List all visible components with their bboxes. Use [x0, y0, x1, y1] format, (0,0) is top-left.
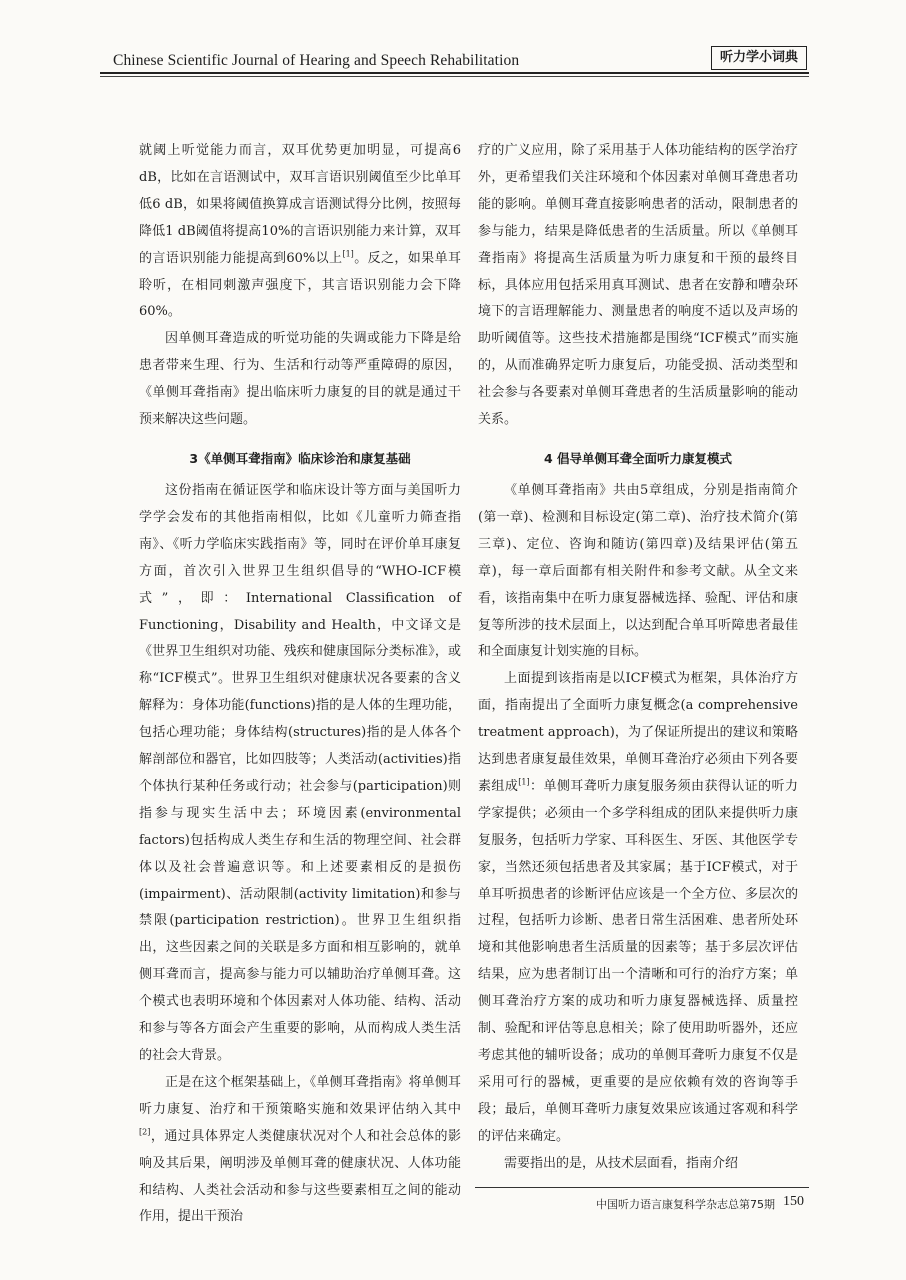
paragraph: 这份指南在循证医学和临床设计等方面与美国听力学学会发布的其他指南相似，比如《儿童听力筛查指南》、《听力学临床实践指南》等，同时在评价单耳康复方面，首次引入世界卫生组织倡导的“WHO-ICF模式”，即：International Classification of Functioning，Disability and Health，中文译文是《世界卫生组织对功能、残疾和健康国际分类标准》，或称“ICF模式”。世界卫生组织对健康状况各要素的含义解释为：身体功能(functions)指的是人体的生理功能，包括心理功能；身体结构(structures)指的是人体各个解剖部位和器官，比如四肢等；人类活动(activities)指个体执行某种任务或行动；社会参与(participation)则指参与现实生活中去；环境因素(environmental factors)包括构成人类生存和生活的物理空间、社会群体以及社会普遍意识等。和上述要素相反的是损伤(impairment)、活动限制(activity limitation)和参与禁限(participation restriction)。世界卫生组织指出，这些因素之间的关联是多方面和相互影响的，就单侧耳聋而言，提高参与能力可以辅助治疗单侧耳聋。这个模式也表明环境和个体因素对人体功能、结构、活动和参与等各方面会产生重要的影响，从而构成人类生活的社会大背景。	[139, 482, 461, 1063]
footer-rule	[475, 1187, 809, 1188]
paragraph-text: 。反之，如果单耳聆听，在相同刺激声强度下，其言语识别能力会下降60%。	[139, 250, 461, 320]
left-column	[139, 138, 461, 1231]
paragraph: 需要指出的是，从技术层面看，指南介绍	[504, 1155, 739, 1171]
page-header	[0, 0, 906, 80]
section-label-box: 听力学小词典	[711, 46, 807, 70]
section-heading-3: 3《单侧耳聋指南》临床诊治和康复基础	[189, 450, 411, 466]
paragraph: 《单侧耳聋指南》共由5章组成，分别是指南简介(第一章)、检测和目标设定(第二章)、治疗技术简介(第三章)、定位、咨询和随访(第四章)及结果评估(第五章)，每一章后面都有相关附件和参考文献。从全文来看，该指南集中在听力康复器械选择、验配、评估和康复等所涉的技术层面上，以达到配合单耳听障患者最佳和全面康复计划实施的目标。	[478, 482, 798, 660]
paragraph-text: 上面提到该指南是以ICF模式为框架，具体治疗方面，指南提出了全面听力康复概念(a comprehensive treatment approach)，为了保证所提出的建议和策略达到患者康复最佳效果，单侧耳聋治疗必须由下列各要素组成	[478, 671, 798, 794]
paragraph-text: 就阈上听觉能力而言，双耳优势更加明显，可提高6 dB，比如在言语测试中，双耳言语识别阈值至少比单耳低6 dB，如果将阈值换算成言语测试得分比例，按照每降低1 dB阈值将提高10%的言语识别能力来计算，双耳的言语识别能力能提高到60%以上	[139, 143, 461, 266]
citation-ref: [1]	[518, 777, 530, 787]
paragraph	[478, 666, 798, 1150]
footer-journal-issue: 中国听力语言康复科学杂志总第75期	[596, 1198, 775, 1211]
paragraph-text: ：单侧耳聋听力康复服务须由获得认证的听力学家提供；必须由一个多学科组成的团队来提供听力康复服务，包括听力学家、耳科医生、牙医、其他医学专家，当然还须包括患者及其家属；基于ICF模式，对于单耳听损患者的诊断评估应该是一个全方位、多层次的过程，包括听力诊断、患者日常生活困难、患者所处环境和其他影响患者生活质量的因素等；基于多层次评估结果，应为患者制订出一个清晰和可行的治疗方案；单侧耳聋治疗方案的成功和听力康复器械选择、质量控制、验配和评估等息息相关；除了使用助听器外，还应考虑其他的辅听设备；成功的单侧耳聋听力康复不仅是采用可行的器械，更重要的是应依赖有效的咨询等手段；最后，单侧耳聋听力康复效果应该通过客观和科学的评估来确定。	[478, 778, 798, 1144]
right-column	[478, 138, 798, 1178]
citation-ref: [2]	[139, 1127, 151, 1137]
paragraph-text: ，通过具体界定人类健康状况对个人和社会总体的影响及其后果，阐明涉及单侧耳聋的健康状况、人体功能和结构、人类社会活动和参与这些要素相互之间的能动作用，提出干预治	[139, 1128, 461, 1225]
journal-title: Chinese Scientific Journal of Hearing and Speech Rehabilitation	[113, 52, 520, 69]
paragraph: 因单侧耳聋造成的听觉功能的失调或能力下降是给患者带来生理、行为、生活和行动等严重障碍的原因，《单侧耳聋指南》提出临床听力康复的目的就是通过干预来解决这些问题。	[139, 331, 461, 428]
header-rule-thick	[100, 72, 809, 74]
citation-ref: [1]	[342, 249, 354, 259]
paragraph	[139, 138, 461, 326]
header-rule-thin	[100, 76, 809, 77]
section-heading-4: 4 倡导单侧耳聋全面听力康复模式	[543, 450, 733, 466]
paragraph: 疗的广义应用，除了采用基于人体功能结构的医学治疗外，更希望我们关注环境和个体因素对单侧耳聋患者功能的影响。单侧耳聋直接影响患者的活动，限制患者的参与能力，结果是降低患者的生活质量。所以《单侧耳聋指南》将提高生活质量为听力康复和干预的最终目标，具体应用包括采用真耳测试、患者在安静和嘈杂环境下的言语理解能力、测量患者的响度不适以及声场的助听阈值等。这些技术措施都是围绕“ICF模式”而实施的，从而准确界定听力康复后，功能受损、活动类型和社会参与各要素对单侧耳聋患者的生活质量影响的能动关系。	[478, 143, 798, 428]
paragraph-text: 正是在这个框架基础上，《单侧耳聋指南》将单侧耳听力康复、治疗和干预策略实施和效果评估纳入其中	[139, 1074, 461, 1117]
paragraph	[139, 1070, 461, 1231]
page-number: 150	[783, 1194, 804, 1209]
